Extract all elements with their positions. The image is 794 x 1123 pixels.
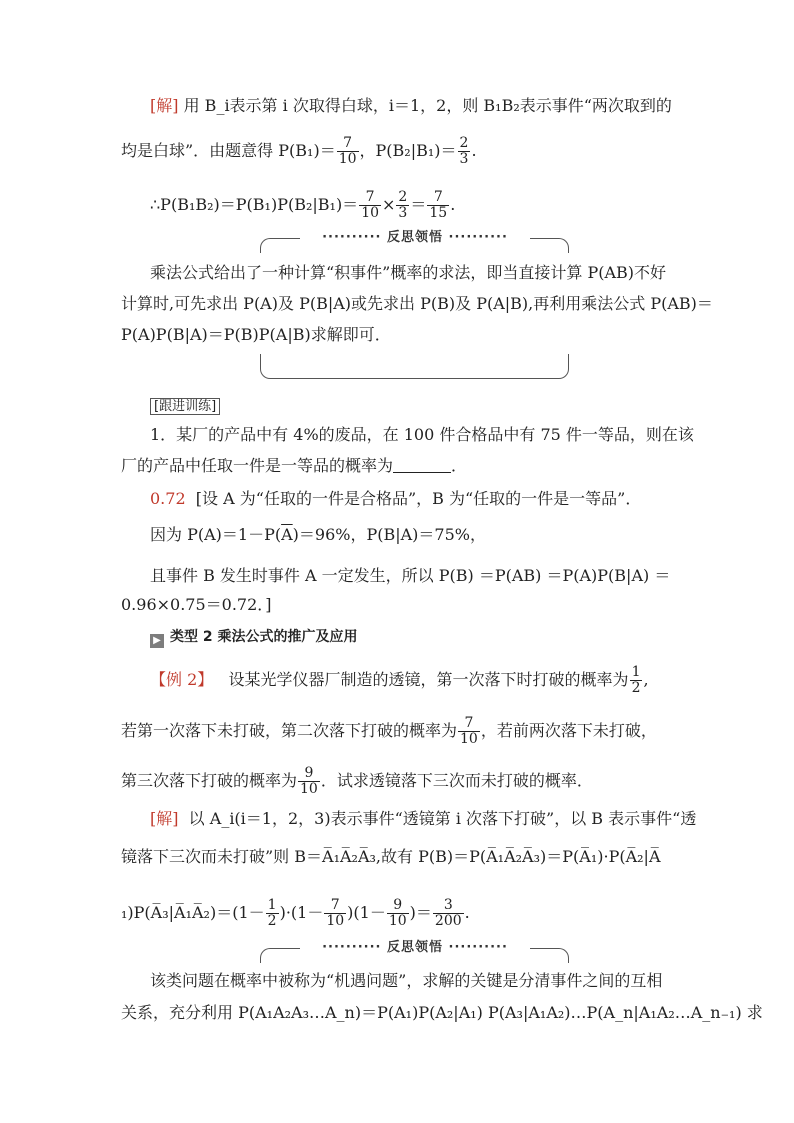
solution-2-line-3: ₁)P(A̅₃|A̅₁A̅₂)＝(1－ $\frac{1}{2}$ )·(1－ $\frac{7}{10}$ )(1－ $\frac{9}{10}$ )＝ $\frac{3}{200}$ . xyxy=(121,897,470,929)
reflection-1-line-1: 乘法公式给出了一种计算“积事件”概率的求法，即当直接计算 P(AB)不好 xyxy=(150,263,667,282)
solution-label: [解] xyxy=(150,809,179,828)
fraction-2-3: $\frac{2}{3}$ xyxy=(398,189,408,221)
solution-1-line-2: 均是白球”．由题意得 P(B₁)＝ $\frac{7}{10}$ ，P(B₂|B₁)＝ $\frac{2}{3}$ . xyxy=(121,135,477,167)
reflection-1-line-2: 计算时,可先求出 P(A)及 P(B|A)或先求出 P(B)及 P(A|B),再利用乘法公式 P(AB)＝ xyxy=(121,294,713,313)
fraction-1-2: $\frac{1}{2}$ xyxy=(631,664,641,696)
answer-line-3: 且事件 B 发生时事件 A 一定发生，所以 P(B) ＝P(AB) ＝P(A)P(B|A) ＝ xyxy=(150,566,671,585)
section-title: 类型 2 乘法公式的推广及应用 xyxy=(170,629,358,645)
reflection-2-line-2: 关系，充分利用 P(A₁A₂A₃…A_n)＝P(A₁)P(A₂|A₁) P(A₃|A₁A₂)…P(A_n|A₁A₂…A_n₋₁) 求 xyxy=(121,1003,763,1022)
example-2-line-3: 第三次落下打破的概率为 $\frac{9}{10}$ ．试求透镜落下三次而未打破的概率． xyxy=(121,765,593,797)
follow-training-heading xyxy=(150,394,220,418)
fraction-1-2: $\frac{1}{2}$ xyxy=(267,897,277,929)
answer-line-2: 因为 $P(A)=1-P(\overline{A})=96\%$，P(B|A)＝75%， xyxy=(150,525,486,544)
fraction-7-10: $\frac{7}{10}$ xyxy=(326,897,345,929)
solution-1-line-3: ∴P(B₁B₂)＝P(B₁)P(B₂|B₁)＝ $\frac{7}{10}$ × $\frac{2}{3}$ ＝ $\frac{7}{15}$ . xyxy=(150,189,456,221)
example-2-line-1: 【例 2】 设某光学仪器厂制造的透镜，第一次落下时打破的概率为 $\frac{1}{2}$ , xyxy=(150,664,649,696)
example-label: 【例 2】 xyxy=(150,670,214,689)
play-triangle-icon: ▶ xyxy=(150,634,164,648)
reflection-1-line-3: P(A)P(B|A)＝P(B)P(A|B)求解即可． xyxy=(121,325,391,344)
solution-label: [解] xyxy=(150,96,179,115)
solution-1-text-3a: ∴P(B₁B₂)＝P(B₁)P(B₂|B₁)＝ xyxy=(150,195,359,214)
fraction-9-10: $\frac{9}{10}$ xyxy=(388,897,407,929)
reflection-banner: ·········· 反思领悟 ·········· xyxy=(300,229,530,247)
answer-blank xyxy=(393,458,451,473)
solution-1-text-2a: 均是白球”．由题意得 P(B₁)＝ xyxy=(121,141,336,160)
fraction-2-3: $\frac{2}{3}$ xyxy=(459,135,469,167)
question-1-line-2: 厂的产品中任取一件是一等品的概率为 ． xyxy=(121,456,468,475)
solution-2-line-2: 镜落下三次而未打破”则 B＝A̅₁A̅₂A̅₃,故有 P(B)＝P(A̅₁A̅₂A̅₃)＝P(A̅₁)·P(A̅₂|A̅ xyxy=(121,847,661,866)
follow-training-tag: [跟进训练] xyxy=(150,398,220,415)
fraction-9-10: $\frac{9}{10}$ xyxy=(300,765,318,797)
answer-value: 0.72 xyxy=(150,489,186,508)
section-heading-type-2 xyxy=(150,625,358,648)
reflection-box-bottom xyxy=(260,354,569,379)
solution-2-line-1: [解] 以 A_i(i＝1，2，3)表示事件“透镜第 i 次落下打破”，以 B 表示事件“透 xyxy=(150,809,697,828)
fraction-7-10: $\frac{7}{10}$ xyxy=(361,189,380,221)
reflection-2-line-1: 该类问题在概率中被称为“机遇问题”，求解的关键是分清事件之间的互相 xyxy=(150,971,663,990)
answer-line-1: 0.72 [设 A 为“任取的一件是合格品”，B 为“任取的一件是一等品”． xyxy=(150,489,642,508)
solution-1-line-1 xyxy=(150,95,672,117)
fraction-7-10: $\frac{7}{10}$ xyxy=(338,135,357,167)
solution-1-text-2b: ，P(B₂|B₁)＝ xyxy=(359,141,457,160)
question-1-line-1: 1．某厂的产品中有 4%的废品，在 100 件合格品中有 75 件一等品，则在该 xyxy=(150,425,694,444)
solution-1-text: 用 B_i表示第 i 次取得白球，i＝1，2，则 B₁B₂表示事件“两次取到的 xyxy=(183,96,672,115)
fraction-7-10: $\frac{7}{10}$ xyxy=(460,715,478,747)
fraction-3-200: $\frac{3}{200}$ xyxy=(434,897,462,929)
reflection-banner: ·········· 反思领悟 ·········· xyxy=(300,939,530,957)
fraction-7-15: $\frac{7}{15}$ xyxy=(429,189,448,221)
example-2-line-2: 若第一次落下未打破，第二次落下打破的概率为 $\frac{7}{10}$ ，若前两次落下未打破， xyxy=(121,715,657,747)
answer-line-4: 0.96×0.75＝0.72．] xyxy=(121,595,272,614)
